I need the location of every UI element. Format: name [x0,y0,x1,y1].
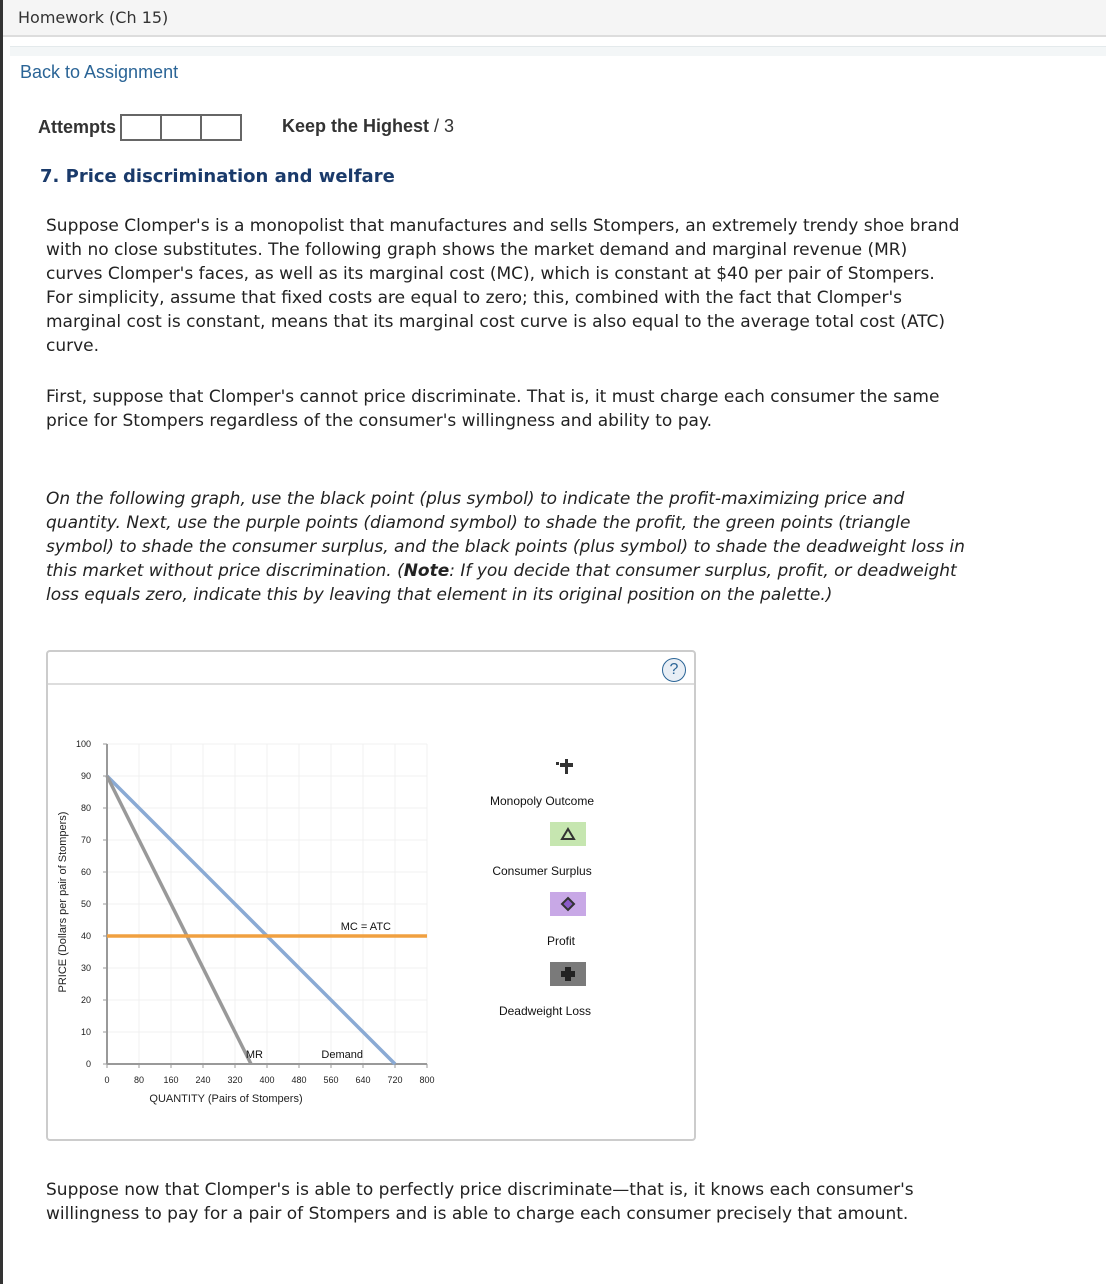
x-tick-label: 240 [195,1075,211,1085]
mc-atc-label: MC = ATC [340,921,391,933]
x-axis-label: QUANTITY (Pairs of Stompers) [149,1093,303,1105]
y-tick-label: 80 [80,803,91,813]
plus-icon[interactable] [550,962,586,986]
instructions-paragraph: On the following graph, use the black point (plus symbol) to indicate the profit-maximizing price and quantity. Next, use the purple points (diamond symbol) to shade the profit, the green points (triangle symbol) to shade the consumer surplus, and the black points (plus symbol) to shade the deadweight loss in this market without price discrimination. (Note: If you decide that consumer surplus, profit, or deadweight loss equals zero, indicate this by leaving that element in its original position on the palette.) [46,489,965,605]
palette-label: Monopoly Outcome [489,794,595,808]
x-tick-label: 320 [227,1075,243,1085]
palette-label: Profit [546,934,575,948]
y-tick-label: 20 [80,995,91,1005]
x-tick-label: 0 [104,1075,110,1085]
y-tick-label: 90 [80,771,91,781]
plus-point-icon[interactable] [555,756,579,776]
question-title: 7. Price discrimination and welfare [40,166,395,187]
attempts [38,114,240,141]
series-mr [107,776,251,1064]
y-tick-label: 100 [75,739,91,749]
x-tick-label: 720 [387,1075,403,1085]
graph-toolbar [48,652,694,685]
attempt-box [200,114,242,141]
window-edge [0,0,3,1284]
back-to-assignment-link[interactable]: Back to Assignment [20,62,179,82]
diamond-icon[interactable] [550,892,586,916]
chart[interactable] [48,700,448,1120]
y-tick-label: 70 [80,835,91,845]
scenario-paragraph: First, suppose that Clomper's cannot price discriminate. That is, it must charge each consumer the same price for Stompers regardless of the consumer's willingness and ability to pay. [46,387,940,431]
attempt-box [160,114,202,141]
page-title: Homework (Ch 15) [18,8,169,27]
y-axis-label: PRICE (Dollars per pair of Stompers) [57,811,69,993]
y-tick-label: 50 [80,899,91,909]
help-button[interactable]: ? [662,658,686,682]
y-tick-label: 10 [80,1027,91,1037]
palette-label: Deadweight Loss [498,1004,592,1018]
series-demand [107,776,395,1064]
attempt-boxes [120,114,240,141]
followup-paragraph: Suppose now that Clomper's is able to perfectly price discriminate—that is, it knows each consumer's willingness to pay for a pair of Stompers and is able to charge each consumer precisely that amount. [46,1180,914,1224]
grading-policy [282,116,454,137]
y-tick-label: 0 [85,1059,91,1069]
attempt-box [120,114,162,141]
demand-label: Demand [321,1049,363,1061]
y-tick-label: 40 [80,931,91,941]
y-tick-label: 60 [80,867,91,877]
title-bar [3,0,1106,37]
triangle-icon[interactable] [550,822,586,846]
x-tick-label: 160 [163,1075,179,1085]
intro-paragraph: Suppose Clomper's is a monopolist that manufactures and sells Stompers, an extremely trendy shoe brand with no close substitutes. The following graph shows the market demand and marginal revenue (MR) curves Clomper's faces, as well as its marginal cost (MC), which is constant at $40 per pair of Stompers. For simplicity, assume that fixed costs are equal to zero; this, combined with the fact that Clomper's marginal cost is constant, means that its marginal cost curve is also equal to the average total cost (ATC) curve. [46,216,960,356]
x-tick-label: 800 [419,1075,435,1085]
x-tick-label: 560 [323,1075,339,1085]
x-tick-label: 480 [291,1075,307,1085]
palette-label: Consumer Surplus [492,864,592,878]
divider [10,46,1106,56]
attempts-label: Attempts [38,117,117,137]
x-tick-label: 400 [259,1075,275,1085]
policy-label: Keep the Highest [282,116,430,136]
x-tick-label: 80 [133,1075,145,1085]
y-tick-label: 30 [80,963,91,973]
max-attempts: / 3 [434,116,455,136]
mr-label: MR [245,1049,263,1061]
x-tick-label: 640 [355,1075,371,1085]
